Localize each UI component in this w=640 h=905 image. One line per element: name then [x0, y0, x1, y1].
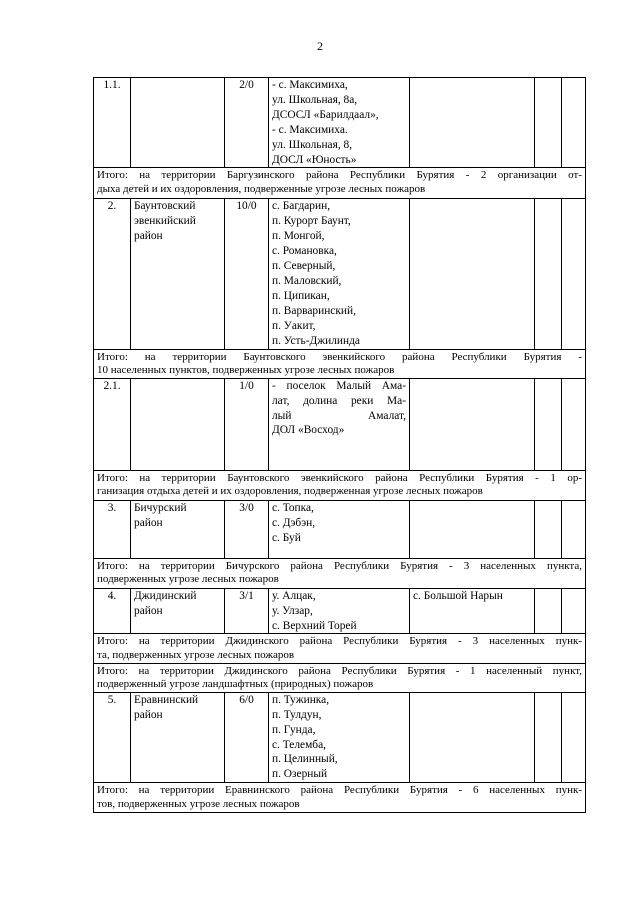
- cell-line: Еравнинский: [134, 693, 199, 706]
- cell-line: п. Северный,: [272, 260, 336, 273]
- district-name: [131, 692, 225, 782]
- cell-line: п. Варваринский,: [272, 304, 356, 317]
- cell-line: п. Уакит,: [272, 319, 316, 332]
- cell-line: с. Верхний Торей: [272, 619, 357, 632]
- empty-cell: [562, 199, 586, 349]
- empty-cell: [535, 692, 562, 782]
- cell-line: п. Монгой,: [272, 230, 325, 243]
- cell-line: ДСОСЛ «Барилдаал»,: [272, 108, 379, 121]
- summary-text: [94, 349, 586, 378]
- settlement-list: [269, 78, 410, 168]
- cell-line: п. Гунда,: [272, 723, 316, 736]
- cell-line: эвенкийский: [134, 215, 196, 228]
- summary-row: [94, 634, 586, 663]
- settlement-list-extra: [410, 78, 535, 168]
- summary-row: [94, 558, 586, 588]
- summary-text: [94, 663, 586, 692]
- districts-table: [93, 77, 586, 813]
- cell-line: с. Романовка,: [272, 245, 337, 258]
- empty-cell: [562, 500, 586, 558]
- cell-line: Баунтовский: [134, 200, 196, 213]
- cell-line: Итого: на территории Джидинского района Республики Бурятия - 1 населенный пункт,: [97, 664, 582, 677]
- row-number: 2.: [94, 199, 131, 349]
- table-row: [94, 199, 586, 349]
- cell-line: п. Тулдун,: [272, 708, 322, 721]
- settlement-list: [269, 199, 410, 349]
- cell-line: подверженных угрозе лесных пожаров: [97, 573, 279, 586]
- empty-cell: [562, 378, 586, 470]
- cell-line: Итого: на территории Еравнинского района Республики Бурятия - 6 населенных пунк-: [97, 784, 582, 797]
- cell-line: п. Целинный,: [272, 753, 338, 766]
- row-number: 1.1.: [94, 78, 131, 168]
- settlement-count: 3/1: [225, 588, 269, 634]
- cell-line: подверженный угрозе ландшафтных (природных) пожаров: [97, 678, 374, 691]
- cell-line: район: [134, 230, 163, 243]
- settlement-list: [269, 500, 410, 558]
- page-number: 2: [317, 39, 323, 53]
- cell-line: ул. Школьная, 8а,: [272, 93, 358, 106]
- cell-line: район: [134, 604, 163, 617]
- summary-row: [94, 783, 586, 813]
- cell-line: ДОСЛ «Юность»: [272, 153, 357, 166]
- summary-row: [94, 168, 586, 199]
- settlement-count: 6/0: [225, 692, 269, 782]
- district-name: [131, 500, 225, 558]
- settlement-list-extra: [410, 199, 535, 349]
- empty-cell: [535, 78, 562, 168]
- cell-line: район: [134, 708, 163, 721]
- cell-line: Итого: на территории Баргузинского района Республики Бурятия - 2 организации от-: [97, 169, 582, 182]
- cell-line: с. Топка,: [272, 501, 314, 514]
- empty-cell: [535, 378, 562, 470]
- cell-line: - поселок Малый Ама-: [272, 379, 406, 392]
- empty-cell: [535, 500, 562, 558]
- cell-line: Итого: на территории Бичурского района Республики Бурятия - 3 населенных пункта,: [97, 559, 582, 572]
- empty-cell: [562, 692, 586, 782]
- summary-row: [94, 470, 586, 500]
- settlement-count: 3/0: [225, 500, 269, 558]
- cell-line: Итого: на территории Баунтовского эвенкийского района Республики Бурятия -: [97, 350, 582, 363]
- settlement-list: [269, 588, 410, 634]
- cell-line: п. Усть-Джилинда: [272, 334, 360, 347]
- summary-text: [94, 168, 586, 199]
- empty-cell: [535, 588, 562, 634]
- cell-line: Бичурский: [134, 501, 187, 514]
- cell-line: лат, долина реки Ма-: [272, 394, 406, 407]
- settlement-list-extra: [410, 378, 535, 470]
- cell-line: район: [134, 516, 163, 529]
- cell-line: та, подверженных угрозе лесных пожаров: [97, 649, 295, 661]
- cell-line: Итого: на территории Джидинского района Республики Бурятия - 3 населенных пунк-: [97, 635, 582, 648]
- cell-line: с. Большой Нарын: [413, 589, 503, 602]
- settlement-list: [269, 692, 410, 782]
- row-number: 4.: [94, 588, 131, 634]
- cell-line: с. Буй: [272, 531, 301, 544]
- settlement-list: [269, 378, 410, 470]
- cell-line: - с. Максимиха,: [272, 79, 348, 91]
- cell-line: п. Курорт Баунт,: [272, 215, 351, 228]
- cell-line: ул. Школьная, 8,: [272, 138, 353, 151]
- row-number: 3.: [94, 500, 131, 558]
- district-name: [131, 199, 225, 349]
- cell-line: с. Дэбэн,: [272, 516, 316, 529]
- summary-text: [94, 783, 586, 813]
- empty-cell: [562, 588, 586, 634]
- settlement-list-extra: [410, 588, 535, 634]
- summary-row: [94, 349, 586, 378]
- table-row: [94, 588, 586, 634]
- cell-line: с. Багдарин,: [272, 200, 331, 213]
- cell-line: Джидинский: [134, 589, 197, 602]
- district-name: [131, 78, 225, 168]
- row-number: 5.: [94, 692, 131, 782]
- settlement-count: 2/0: [225, 78, 269, 168]
- summary-row: [94, 663, 586, 692]
- settlement-count: 10/0: [225, 199, 269, 349]
- row-number: 2.1.: [94, 378, 131, 470]
- summary-text: [94, 558, 586, 588]
- cell-line: дыха детей и их оздоровления, подверженные угрозе лесных пожаров: [97, 183, 426, 196]
- cell-line: Итого: на территории Баунтовского эвенкийского района Республики Бурятия - 1 ор-: [97, 471, 582, 484]
- cell-line: - с. Максимиха.: [272, 123, 348, 136]
- summary-text: [94, 634, 586, 663]
- district-name: [131, 378, 225, 470]
- settlement-list-extra: [410, 500, 535, 558]
- table-row: [94, 78, 586, 168]
- cell-line: 10 населенных пунктов, подверженных угрозе лесных пожаров: [97, 364, 395, 377]
- cell-line: с. Телемба,: [272, 738, 326, 751]
- summary-text: [94, 470, 586, 500]
- cell-line: лый Амалат,: [272, 409, 406, 422]
- cell-line: п. Тужинка,: [272, 693, 330, 706]
- settlement-list-extra: [410, 692, 535, 782]
- table-row: [94, 500, 586, 558]
- cell-line: ДОЛ «Восход»: [272, 424, 345, 437]
- table-row: [94, 378, 586, 470]
- cell-line: тов, подверженных угрозе лесных пожаров: [97, 797, 300, 810]
- settlement-count: 1/0: [225, 378, 269, 470]
- cell-line: ганизация отдыха детей и их оздоровления, подверженная угрозе лесных пожаров: [97, 485, 483, 498]
- table-row: [94, 692, 586, 782]
- cell-line: у. Улзар,: [272, 604, 313, 617]
- cell-line: п. Ципикан,: [272, 289, 330, 302]
- empty-cell: [562, 78, 586, 168]
- cell-line: п. Маловский,: [272, 274, 342, 287]
- cell-line: п. Озерный: [272, 768, 328, 781]
- empty-cell: [535, 199, 562, 349]
- cell-line: у. Алцак,: [272, 589, 316, 602]
- district-name: [131, 588, 225, 634]
